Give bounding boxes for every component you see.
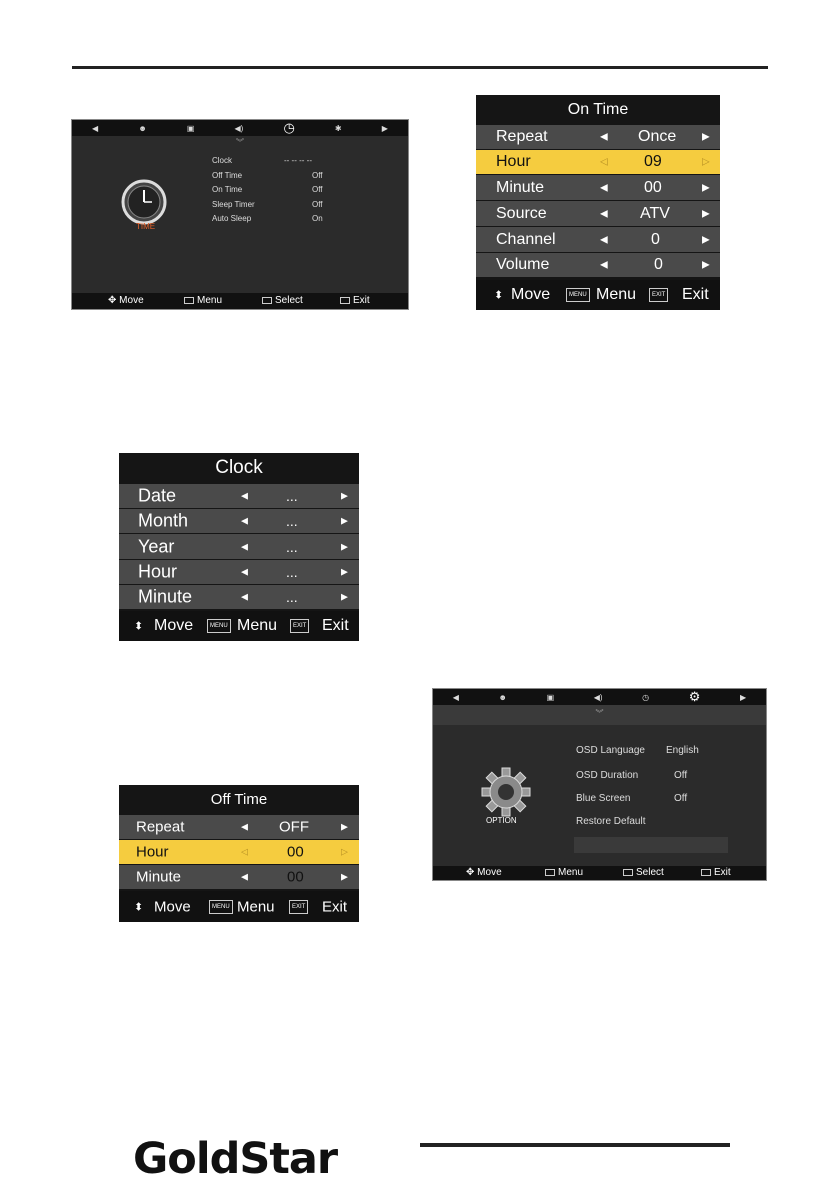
clock-row-date[interactable]: Date ◀ ... ▶ bbox=[119, 484, 359, 508]
select-key-icon bbox=[262, 297, 272, 304]
on-time-row-channel[interactable]: Channel ◀ 0 ▶ bbox=[476, 227, 720, 252]
brand-logo: GoldStar bbox=[133, 1134, 338, 1184]
tab-sound-icon[interactable]: ☻ bbox=[498, 692, 507, 702]
clock-footer: ⬍ Move MENU Menu EXIT Exit bbox=[119, 611, 359, 641]
time-icon-label: TIME bbox=[136, 222, 156, 231]
footer-select: Select bbox=[262, 295, 303, 306]
arrow-left-icon: ◀ bbox=[600, 259, 608, 271]
select-key-icon bbox=[623, 869, 633, 876]
bottom-rule bbox=[420, 1143, 730, 1147]
arrow-left-icon: ◀ bbox=[241, 490, 248, 501]
time-menu-footer bbox=[72, 293, 408, 309]
clock-title: Clock bbox=[215, 457, 263, 478]
on-time-title: On Time bbox=[567, 101, 629, 118]
on-time-row-repeat[interactable]: Repeat ◀ Once ▶ bbox=[476, 125, 720, 149]
arrow-left-icon: ◀ bbox=[241, 871, 248, 882]
footer-select: Select bbox=[623, 867, 664, 878]
tab-volume-icon[interactable]: ◀) bbox=[234, 123, 244, 133]
clock-row-minute[interactable]: Minute ◀ ... ▶ bbox=[119, 585, 359, 609]
tab-lock-icon[interactable]: ▶ bbox=[381, 123, 388, 133]
exit-key-icon bbox=[701, 869, 711, 876]
on-time-row-minute[interactable]: Minute ◀ 00 ▶ bbox=[476, 175, 720, 200]
clock-row-hour[interactable]: Hour ◀ ... ▶ bbox=[119, 560, 359, 584]
tab-time-icon[interactable]: ◷ bbox=[642, 692, 650, 702]
arrow-left-icon: ◀ bbox=[600, 208, 608, 219]
tab-picture-icon[interactable]: ◀ bbox=[452, 692, 459, 702]
tab-volume-icon[interactable]: ◀) bbox=[593, 692, 603, 702]
arrow-left-icon: ◀ bbox=[241, 515, 248, 526]
arrow-left-icon: ◀ bbox=[600, 182, 608, 193]
on-time-row-hour[interactable]: Hour ◁ 09 ▷ bbox=[476, 150, 720, 174]
updown-icon: ⬍ bbox=[134, 901, 144, 913]
option-blue-screen[interactable]: Blue Screen Off bbox=[576, 793, 688, 804]
option-on-time[interactable]: On Time Off bbox=[212, 185, 323, 194]
chevron-down-icon: ︾ bbox=[595, 709, 604, 718]
empty-option-slot[interactable] bbox=[574, 837, 728, 853]
tab-screen-icon[interactable]: ▣ bbox=[546, 692, 555, 702]
menu-key-icon: MENU bbox=[209, 900, 233, 914]
off-time-row-hour[interactable]: Hour ◁ 00 ▷ bbox=[119, 840, 359, 864]
option-osd-language[interactable]: OSD Language English bbox=[576, 745, 699, 756]
arrow-right-icon: ▶ bbox=[341, 541, 348, 551]
menu-key-icon: MENU bbox=[566, 288, 590, 302]
footer-exit: Exit bbox=[701, 867, 731, 878]
top-rule bbox=[72, 66, 768, 69]
menu-key-icon: MENU bbox=[207, 619, 231, 633]
exit-key-icon: EXIT bbox=[290, 619, 309, 633]
clock-menu bbox=[119, 453, 359, 641]
tab-option-icon[interactable]: ✱ bbox=[334, 123, 342, 133]
gear-icon bbox=[481, 767, 531, 817]
updown-icon: ⬍ bbox=[494, 289, 504, 302]
option-osd-duration[interactable]: OSD Duration Off bbox=[576, 770, 688, 781]
off-time-row-minute[interactable]: Minute ◀ 00 ▶ bbox=[119, 865, 359, 889]
arrow-left-icon: ◀ bbox=[600, 131, 608, 143]
option-sleep-timer[interactable]: Sleep Timer Off bbox=[212, 200, 323, 209]
arrow-right-icon: ▷ bbox=[702, 156, 710, 168]
arrow-right-icon: ▶ bbox=[341, 515, 348, 526]
footer-menu: Menu bbox=[545, 867, 583, 878]
option-auto-sleep[interactable]: Auto Sleep On bbox=[212, 214, 323, 223]
off-time-title: Off Time bbox=[210, 791, 268, 808]
off-time-row-repeat[interactable]: Repeat ◀ OFF ▶ bbox=[119, 815, 359, 839]
arrow-left-icon: ◀ bbox=[241, 591, 248, 602]
off-time-menu bbox=[119, 785, 359, 922]
arrow-right-icon: ▶ bbox=[341, 871, 348, 882]
tab-time-icon[interactable]: ◷ bbox=[283, 120, 295, 135]
footer-move: ✥ Move bbox=[466, 867, 502, 878]
footer-exit: Exit bbox=[340, 295, 370, 306]
option-menu bbox=[432, 688, 767, 881]
option-menu-footer bbox=[433, 866, 766, 880]
move-icon: ✥ bbox=[108, 295, 120, 306]
menu-key-icon bbox=[545, 869, 555, 876]
arrow-left-icon: ◀ bbox=[241, 541, 248, 551]
on-time-menu bbox=[476, 95, 720, 310]
clock-icon bbox=[121, 179, 167, 225]
off-time-footer: ⬍ Move MENU Menu EXIT Exit bbox=[119, 891, 359, 922]
arrow-left-icon: ◀ bbox=[241, 821, 248, 832]
tab-lock-icon[interactable]: ▶ bbox=[739, 692, 747, 702]
tab-option-icon[interactable]: ⚙ bbox=[688, 689, 701, 704]
updown-icon: ⬍ bbox=[134, 620, 144, 633]
exit-key-icon: EXIT bbox=[289, 900, 308, 914]
arrow-left-icon: ◁ bbox=[600, 156, 608, 168]
arrow-right-icon: ▶ bbox=[341, 566, 348, 577]
option-clock[interactable]: Clock -- -- -- -- bbox=[212, 156, 312, 165]
option-icon-label: OPTION bbox=[486, 816, 517, 825]
clock-row-month[interactable]: Month ◀ ... ▶ bbox=[119, 509, 359, 533]
tab-sound-icon[interactable]: ☻ bbox=[138, 123, 147, 133]
tab-picture-icon[interactable]: ◀ bbox=[92, 123, 99, 133]
arrow-right-icon: ▶ bbox=[341, 591, 348, 602]
arrow-right-icon: ▷ bbox=[341, 846, 348, 857]
chevron-down-icon: ︾ bbox=[236, 138, 244, 147]
exit-key-icon: EXIT bbox=[649, 288, 668, 302]
arrow-left-icon: ◀ bbox=[241, 566, 248, 577]
arrow-right-icon: ▶ bbox=[341, 490, 348, 501]
clock-row-year[interactable]: Year ◀ ... ▶ bbox=[119, 534, 359, 559]
menu-key-icon bbox=[184, 297, 194, 304]
on-time-footer: ⬍ Move MENU Menu EXIT Exit bbox=[476, 280, 720, 310]
arrow-right-icon: ▶ bbox=[702, 208, 710, 219]
footer-menu: Menu bbox=[184, 295, 222, 306]
option-restore-default[interactable]: Restore Default bbox=[576, 816, 646, 827]
arrow-right-icon: ▶ bbox=[702, 259, 710, 271]
arrow-left-icon: ◁ bbox=[241, 846, 248, 857]
footer-move: ✥ Move bbox=[108, 295, 144, 306]
arrow-right-icon: ▶ bbox=[702, 182, 710, 193]
menu-tabs bbox=[72, 120, 408, 136]
arrow-right-icon: ▶ bbox=[702, 234, 710, 245]
arrow-right-icon: ▶ bbox=[702, 131, 710, 143]
option-off-time[interactable]: Off Time Off bbox=[212, 171, 323, 180]
move-icon: ✥ bbox=[466, 867, 478, 878]
arrow-left-icon: ◀ bbox=[600, 234, 608, 245]
on-time-row-source[interactable]: Source ◀ ATV ▶ bbox=[476, 201, 720, 226]
time-menu bbox=[71, 119, 409, 310]
on-time-row-volume[interactable]: Volume ◀ 0 ▶ bbox=[476, 253, 720, 277]
tab-screen-icon[interactable]: ▣ bbox=[186, 123, 195, 133]
menu-tabs bbox=[433, 689, 766, 705]
exit-key-icon bbox=[340, 297, 350, 304]
arrow-right-icon: ▶ bbox=[341, 821, 348, 832]
